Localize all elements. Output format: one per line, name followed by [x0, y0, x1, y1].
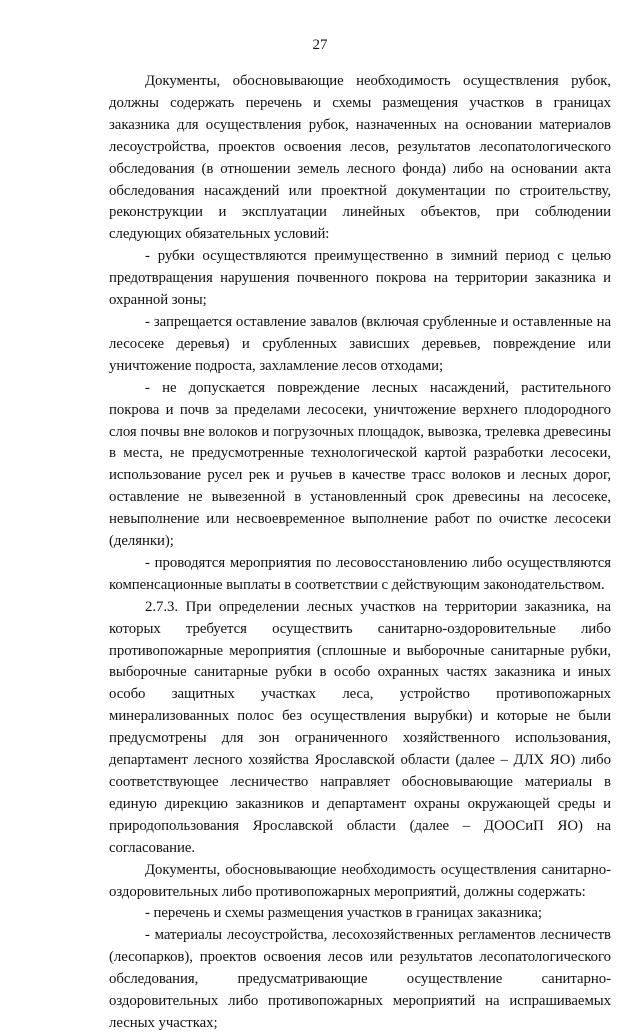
paragraph-sanitary-documents: Документы, обосновывающие необходимость осуществления санитарно-оздоровительных либо противопожарных мероприятий, должны содержать:: [109, 861, 611, 900]
paragraph-damage-prohibition: - не допускается повреждение лесных насаждений, растительного покрова и почв за пределами лесосеки, уничтожение верхнего плодородного слоя почвы вне волоков и погрузочных площадок, вывозка, трелевка древесины в места, не предусмотренные технологической картой разработки лесосеки, использование русел рек и ручьев в качестве трасс волоков и лесных дорог, оставление не вывезенной в установленный срок древесины на лесосеке, невыполнение или несвоевременное выполнение работ по очистке лесосеки (делянки);: [109, 379, 611, 550]
paragraph-felling-documents: Документы, обосновывающие необходимость осуществления рубок, должны содержать перечень и схемы размещения участков в границах заказника для осуществления рубок, назначенных на основании материалов лесоустройства, проектов освоения лесов, результатов лесопатологического обследования (в отношении земель лесного фонда) либо на основании акта обследования насаждений или проектной документации по строительству, реконструкции и эксплуатации линейных объектов, при соблюдении следующих обязательных условий:: [109, 73, 611, 243]
paragraph-section-2-7-3: 2.7.3. При определении лесных участков на территории заказника, на которых требуется осуществить санитарно-оздоровительные либо противопожарные мероприятия (сплошные и выборочные санитарные рубки, выборочные санитарные рубки в особо охранных частях заказника и иных особо защитных участках леса, устройство противопожарных минерализованных полос без осуществления вырубки) и которые не были предусмотрены для зон ограниченного хозяйственного использования, департамент лесного хозяйства Ярославской области (далее – ДЛХ ЯО) либо соответствующее лесничество направляет обосновывающие материалы в единую дирекцию заказников и департамент охраны окружающей среды и природопользования Ярославской области (далее – ДООСиП ЯО) на согласование.: [109, 598, 611, 856]
paragraph-reforestation: - проводятся мероприятия по лесовосстановлению либо осуществляются компенсационные выплаты в соответствии с действующим законодательством.: [109, 554, 611, 593]
paragraph-forest-materials: - материалы лесоустройства, лесохозяйственных регламентов лесничеств (лесопарков), проектов освоения лесов или результатов лесопатологического обследования, предусматривающие осуществление санитарно-оздоровительных либо противопожарных мероприятий на испрашиваемых лесных участках;: [109, 927, 611, 1031]
document-body: [109, 71, 611, 1035]
page-number: 27: [312, 37, 328, 53]
paragraph-debris-prohibition: - запрещается оставление завалов (включая срубленные и оставленные на лесосеке деревья) и срубленных зависших деревьев, повреждение или уничтожение подроста, захламление лесов отходами;: [109, 313, 611, 374]
paragraph-list-schemes: - перечень и схемы размещения участков в границах заказника;: [145, 905, 542, 922]
paragraph-winter-felling: - рубки осуществляются преимущественно в зимний период с целью предотвращения нарушения почвенного покрова на территории заказника и охранной зоны;: [109, 248, 611, 309]
